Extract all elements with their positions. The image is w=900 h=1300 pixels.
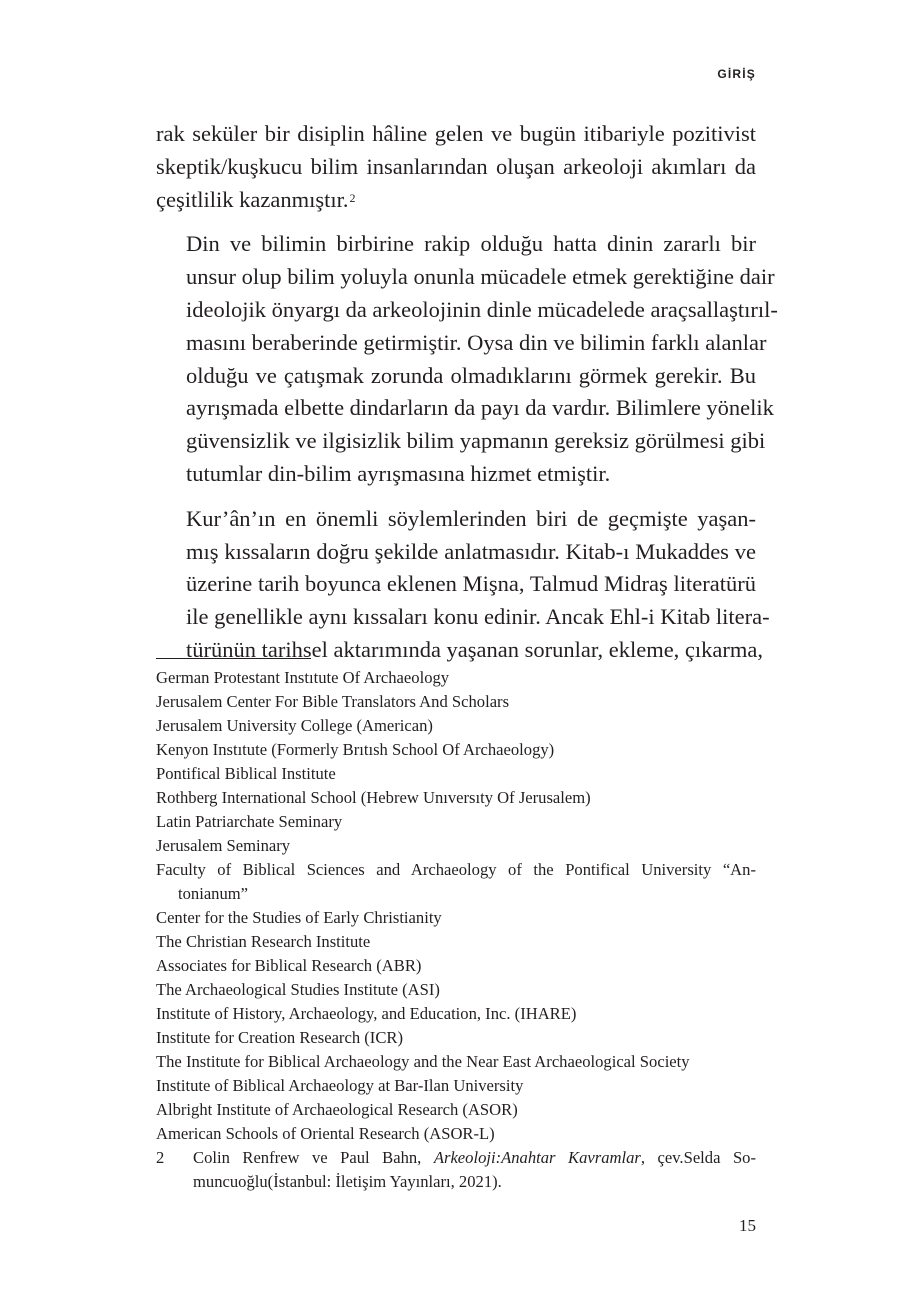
text-line: türünün tarihsel aktarımında yaşanan sorunlar, ekleme, çıkarma, — [186, 636, 764, 662]
body-text — [156, 118, 778, 667]
paragraph-3 — [156, 503, 770, 667]
text-line: rak seküler bir disiplin hâline gelen ve bugün itibariyle pozitivist — [156, 121, 756, 146]
footnote-line: The Archaeological Studies Institute (ASI) — [156, 980, 440, 999]
text-line: unsur olup bilim yoluyla onunla mücadele etmek gerektiğine dair — [186, 264, 775, 290]
footnote-line: Kenyon Instıtute (Formerly Brıtısh School Of Archaeology) — [156, 740, 555, 759]
footnote-line: American Schools of Oriental Research (ASOR-L) — [156, 1124, 495, 1143]
text-line-content: çeşitlilik kazanmıştır. — [156, 186, 349, 212]
footnote-line: The Christian Research Institute — [156, 932, 371, 951]
text-line: tutumlar din-bilim ayrışmasına hizmet etmiştir. — [186, 460, 611, 486]
footnote-line — [193, 1146, 756, 1170]
footnote-line: German Protestant Instıtute Of Archaeology — [156, 668, 450, 687]
text-line: ayrışmada elbette dindarların da payı da vardır. Bilimlere yönelik — [186, 395, 774, 421]
text-line: mış kıssaların doğru şekilde anlatmasıdır. Kitab-ı Mukaddes ve — [186, 538, 756, 564]
footnote-line: Rothberg International School (Hebrew Unıversıty Of Jerusalem) — [156, 788, 591, 807]
footnote-line: Center for the Studies of Early Christianity — [156, 908, 442, 927]
citation-rest: , çev.Selda So- — [640, 1148, 756, 1167]
citation-authors: Colin Renfrew ve Paul Bahn, — [193, 1148, 434, 1167]
footnote-ref-2[interactable]: 2 — [349, 190, 356, 205]
footnote-line: Pontifical Biblical Institute — [156, 764, 336, 783]
text-line: skeptik/kuşkucu bilim insanlarından oluşan arkeoloji akımları da — [156, 153, 756, 179]
text-line: üzerine tarih boyunca eklenen Mişna, Talmud Midraş literatürü — [186, 571, 756, 597]
footnote-line: Jerusalem University College (American) — [156, 716, 433, 735]
footnotes — [156, 666, 756, 1194]
page-number: 15 — [739, 1216, 756, 1235]
footnote-line: Latin Patriarchate Seminary — [156, 812, 343, 831]
paragraph-1 — [156, 118, 756, 216]
footnote-line: Jerusalem Center For Bible Translators And Scholars — [156, 692, 510, 711]
text-line: masını beraberinde getirmiştir. Oysa din ve bilimin farklı alanlar — [186, 329, 767, 355]
text-line: güvensizlik ve ilgisizlik bilim yapmanın gereksiz görülmesi gibi — [186, 428, 766, 454]
footnote-line: Faculty of Biblical Sciences and Archaeology of the Pontifical University “An- — [156, 860, 756, 879]
footnote-line: Institute for Creation Research (ICR) — [156, 1028, 403, 1047]
footnote-line: muncuoğlu(İstanbul: İletişim Yayınları, 2021). — [193, 1172, 502, 1191]
running-header: GİRİŞ — [717, 67, 756, 81]
footnote-separator — [156, 658, 311, 659]
footnote-body — [193, 1146, 756, 1194]
footnote-line: Albright Institute of Archaeological Research (ASOR) — [156, 1100, 518, 1119]
text-line: ideolojik önyargı da arkeolojinin dinle mücadelede araçsallaştırıl- — [186, 296, 778, 322]
footnote-line: tonianum” — [178, 884, 249, 903]
text-line: olduğu ve çatışmak zorunda olmadıklarını görmek gerekir. Bu — [186, 362, 756, 388]
footnote-line: Institute of Biblical Archaeology at Bar-Ilan University — [156, 1076, 524, 1095]
text-line: ile genellikle aynı kıssaları konu edinir. Ancak Ehl-i Kitab litera- — [186, 604, 770, 630]
footnote-line: The Institute for Biblical Archaeology and the Near East Archaeological Society — [156, 1052, 690, 1071]
text-line: Kur’ân’ın en önemli söylemlerinden biri de geçmişte yaşan- — [186, 505, 756, 531]
footnote-number: 2 — [156, 1148, 165, 1167]
paragraph-2 — [156, 228, 778, 490]
text-line: Din ve bilimin birbirine rakip olduğu hatta dinin zararlı bir — [186, 231, 756, 257]
citation-title: Arkeoloji:Anahtar Kavramlar — [433, 1148, 641, 1167]
footnote-2 — [156, 1146, 756, 1194]
footnote-line: Institute of History, Archaeology, and Education, Inc. (IHARE) — [156, 1004, 577, 1023]
text-line — [156, 184, 756, 217]
footnote-line: Associates for Biblical Research (ABR) — [156, 956, 422, 975]
footnote-line: Jerusalem Seminary — [156, 836, 291, 855]
